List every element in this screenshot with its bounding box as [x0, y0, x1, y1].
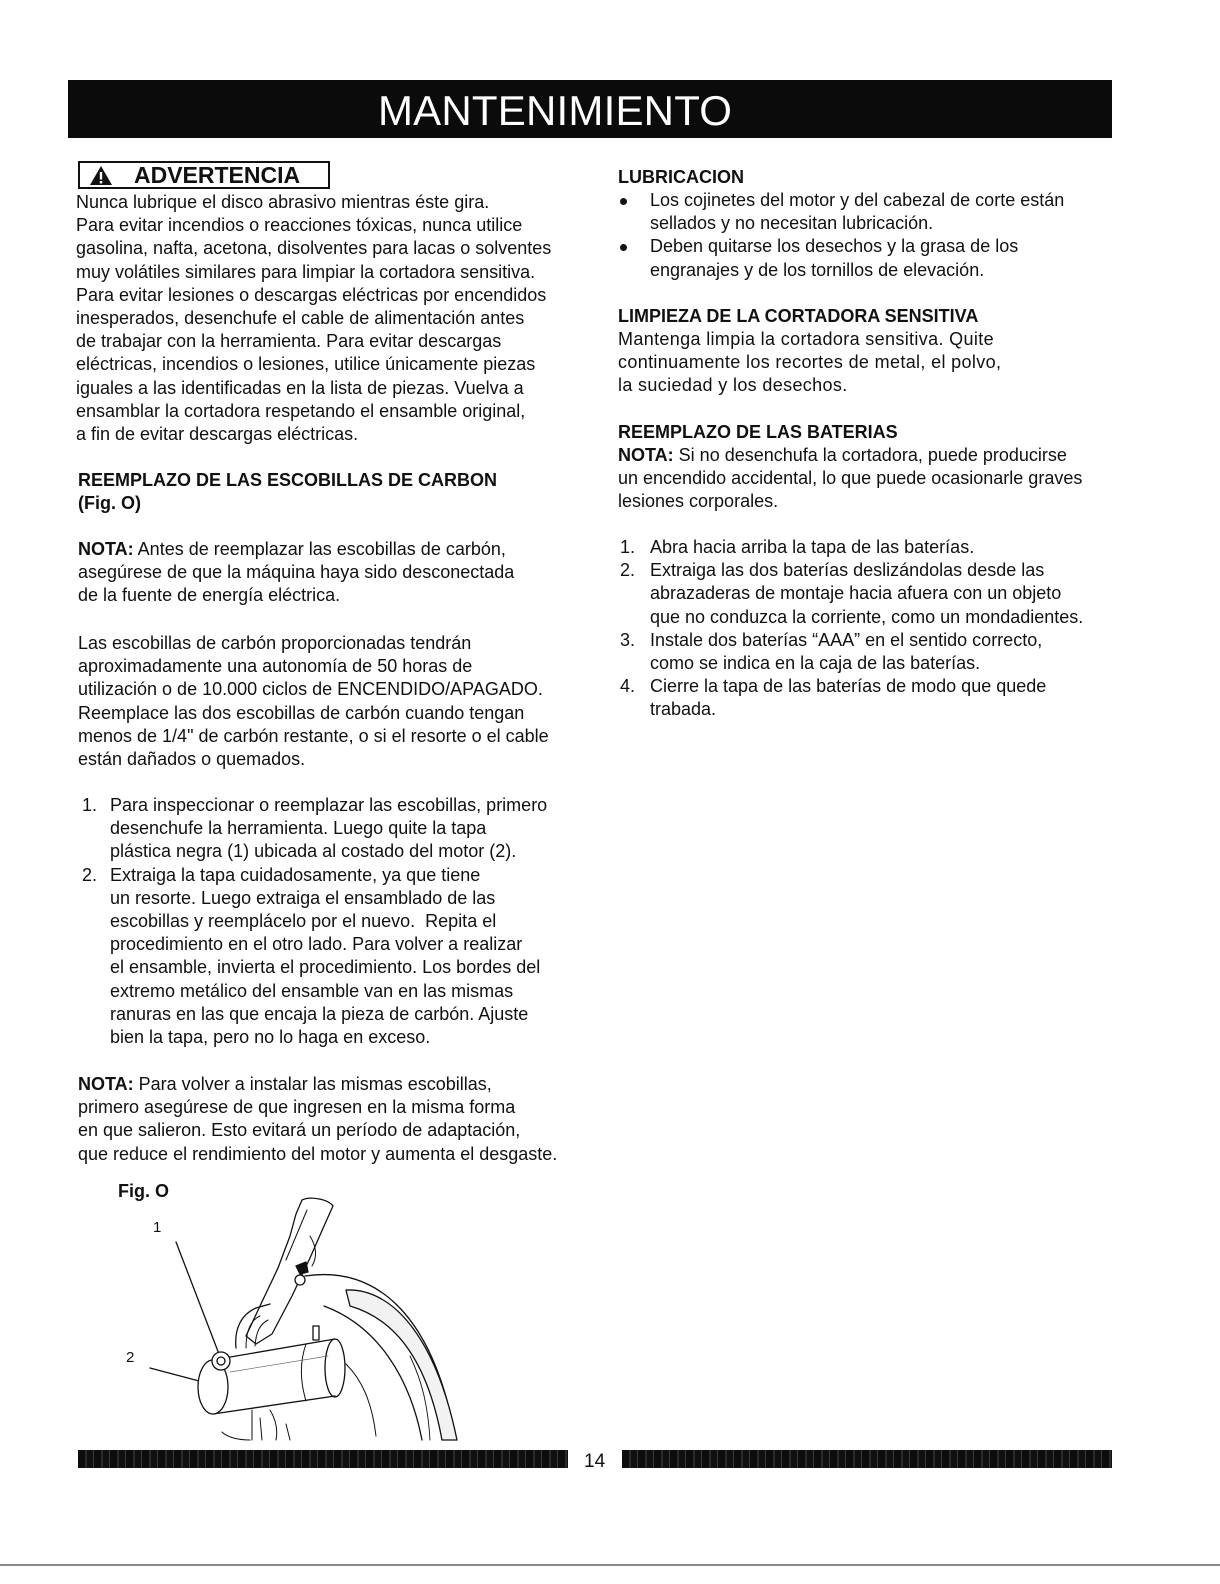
- lubrication-heading: LUBRICACION: [618, 167, 744, 187]
- bullet-text: Deben quitarse los desechos y la grasa de los engranajes y de los tornillos de elevación.: [650, 236, 1019, 280]
- base-curve: [222, 1432, 250, 1440]
- figure-caption: Fig. O: [118, 1181, 169, 1201]
- warning-exclamation-bar: [100, 172, 102, 180]
- list-item: [618, 559, 1083, 629]
- figure-callout-1: 1: [153, 1219, 162, 1236]
- motor-right-end: [325, 1339, 345, 1397]
- list-item: [618, 675, 1083, 721]
- step-text: Cierre la tapa de las baterías de modo que quede trabada.: [650, 676, 1047, 720]
- step-text: Extraiga las dos baterías deslizándolas desde las abrazaderas de montaje hacia afuera con un objeto que no conduzca la corriente, como un mondadientes.: [650, 560, 1084, 627]
- warning-box: [78, 161, 330, 189]
- page-title: MANTENIMIENTO: [378, 87, 733, 134]
- motor-body: [213, 1339, 335, 1414]
- cutoff-saw-illustration: [110, 1196, 470, 1446]
- carbon-note-label: NOTA:: [78, 539, 134, 559]
- pivot-bolt: [295, 1275, 305, 1285]
- bullet-icon: [620, 244, 627, 251]
- figure-callout-2: 2: [126, 1349, 135, 1366]
- step-number: 3.: [620, 629, 636, 650]
- batteries-note-text: Si no desenchufa la cortadora, puede producirse un encendido accidental, lo que puede ocasionarle graves lesiones corporales.: [618, 445, 1083, 512]
- batteries-note-label: NOTA:: [618, 445, 674, 465]
- cleaning-text: Mantenga limpia la cortadora sensitiva. Quite continuamente los recortes de metal, el polvo, la suciedad y los desechos.: [618, 329, 1002, 396]
- cleaning-heading: LIMPIEZA DE LA CORTADORA SENSITIVA: [618, 306, 979, 326]
- brush-cap: [212, 1352, 230, 1370]
- step-text: Instale dos baterías “AAA” en el sentido correcto, como se indica en la caja de las baterías.: [650, 629, 1043, 674]
- base-details: [252, 1410, 290, 1440]
- blade-inner-line: [346, 1364, 376, 1436]
- lubrication-bullets: [618, 189, 1064, 282]
- step-text: Extraiga la tapa cuidadosamente, ya que tiene un resorte. Luego extraiga el ensamblado de las escobillas y reemplácelo por el nuevo. Repita el procedimiento en el otro lado. Para volver a realizar el ensamble, invierta el procedimiento. Los bordes del extremo metálico del ensamble van en las mismas ranuras en las que encaja la pieza de carbón. Ajuste bien la tapa, pero no lo haga en exceso.: [110, 864, 541, 1048]
- page-edge-line: [0, 1564, 1220, 1566]
- step-number: 1.: [82, 795, 98, 815]
- carbon-steps-list: [78, 794, 547, 1049]
- batteries-steps-list: [618, 536, 1083, 722]
- list-item: [618, 536, 1083, 559]
- page-number: 14: [584, 1451, 606, 1472]
- warning-exclamation-dot: [100, 181, 102, 183]
- batteries-note: [618, 444, 1082, 514]
- carbon-note: [78, 538, 514, 608]
- list-item: [78, 794, 547, 864]
- callout-1-leader: [176, 1242, 219, 1354]
- step-text: Abra hacia arriba la tapa de las baterías.: [650, 537, 975, 557]
- motor-shading: [230, 1356, 328, 1372]
- section-header-bar: [68, 80, 1112, 138]
- step-number: 4.: [620, 676, 636, 697]
- carbon-note-2-text: Para volver a instalar las mismas escobillas, primero asegúrese de que ingresen en la misma forma en que salieron. Esto evitará un período de adaptación, que reduce el rendimiento del motor y aumenta el desgaste.: [78, 1074, 558, 1164]
- motor-ring: [302, 1344, 307, 1401]
- motor-knob: [313, 1326, 319, 1340]
- blade-guard-band: [346, 1290, 457, 1440]
- footer-bar-left: [78, 1450, 568, 1468]
- carbon-paragraph: Las escobillas de carbón proporcionadas tendrán aproximadamente una autonomía de 50 horas de utilización o de 10.000 ciclos de ENCENDIDO/APAGADO. Reemplace las dos escobillas de carbón cuando tengan menos de 1/4" de carbón restante, o si el resorte o el cable están dañados o quemados.: [78, 633, 549, 770]
- warning-label: ADVERTENCIA: [134, 162, 301, 188]
- warning-text: Nunca lubrique el disco abrasivo mientras éste gira. Para evitar incendios o reacciones tóxicas, nunca utilice gasolina, nafta, acetona, disolventes para lacas o solventes muy volátiles similares para limpiar la cortadora sensitiva. Para evitar lesiones o descargas eléctricas por encendidos inesperados, desenchufe el cable de alimentación antes de trabajar con la herramienta. Para evitar descargas eléctricas, incendios o lesiones, utilice únicamente piezas iguales a las identificadas en la lista de piezas. Vuelva a ensamblar la cortadora respetando el ensamble original, a fin de evitar descargas eléctricas.: [76, 192, 552, 445]
- step-number: 2.: [620, 560, 636, 581]
- bullet-icon: [620, 198, 627, 205]
- list-item: [618, 629, 1083, 675]
- batteries-heading: REEMPLAZO DE LAS BATERIAS: [618, 422, 898, 442]
- carbon-brushes-heading: REEMPLAZO DE LAS ESCOBILLAS DE CARBON (Fig. O): [78, 470, 498, 514]
- warning-icon: [89, 165, 113, 186]
- step-number: 1.: [620, 537, 636, 557]
- list-item: [78, 864, 547, 1050]
- carbon-note-2-label: NOTA:: [78, 1074, 134, 1094]
- list-item: [618, 189, 1064, 235]
- saw-handle: [246, 1198, 333, 1344]
- footer-bar-right: [622, 1450, 1112, 1468]
- step-number: 2.: [82, 864, 98, 885]
- bullet-text: Los cojinetes del motor y del cabezal de corte están sellados y no necesitan lubricación.: [650, 190, 1065, 234]
- carbon-note-text: Antes de reemplazar las escobillas de carbón, asegúrese de que la máquina haya sido desconectada de la fuente de energía eléctrica.: [78, 539, 515, 606]
- carbon-note-2: [78, 1073, 557, 1166]
- list-item: [618, 235, 1064, 281]
- step-text: Para inspeccionar o reemplazar las escobillas, primero desenchufe la herramienta. Luego quite la tapa plástica negra (1) ubicada al costado del motor (2).: [110, 795, 548, 862]
